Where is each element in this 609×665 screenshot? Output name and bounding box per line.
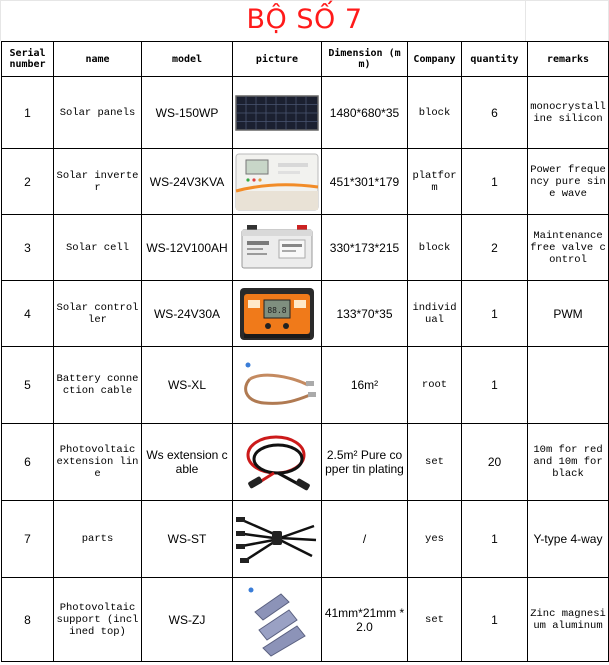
inverter-icon — [234, 151, 320, 213]
cell-quantity: 1 — [462, 347, 528, 424]
cell-serial: 2 — [2, 149, 54, 215]
y-connector-icon — [234, 510, 320, 568]
cell-remarks: Y-type 4-way — [528, 501, 609, 578]
cell-dimension: 41mm*21mm *2.0 — [322, 578, 408, 662]
cell-serial: 5 — [2, 347, 54, 424]
cell-dimension: 16m² — [322, 347, 408, 424]
cell-dimension: 133*70*35 — [322, 281, 408, 347]
svg-text:88.8: 88.8 — [267, 305, 287, 315]
cell-serial: 1 — [2, 77, 54, 149]
cell-remarks: Power frequency pure sine wave — [528, 149, 609, 215]
product-table — [1, 41, 609, 662]
table-row — [2, 77, 609, 149]
cell-quantity: 1 — [462, 578, 528, 662]
cell-name: parts — [54, 501, 142, 578]
cell-name: Photovoltaic extension line — [54, 424, 142, 501]
cell-model: WS-ZJ — [142, 578, 233, 662]
cell-quantity: 1 — [462, 281, 528, 347]
header-remarks: remarks — [528, 42, 609, 77]
cell-name: Battery connection cable — [54, 347, 142, 424]
cell-model: WS-ST — [142, 501, 233, 578]
battery-icon — [239, 223, 315, 273]
cell-model: WS-24V3KVA — [142, 149, 233, 215]
cell-picture — [233, 347, 322, 424]
cell-quantity: 1 — [462, 149, 528, 215]
cell-dimension: 2.5m² Pure copper tin plating — [322, 424, 408, 501]
cell-name: Solar inverter — [54, 149, 142, 215]
cell-company: yes — [408, 501, 462, 578]
header-company: Company — [408, 42, 462, 77]
cell-name: Solar controller — [54, 281, 142, 347]
cell-remarks — [528, 347, 609, 424]
cell-company: block — [408, 215, 462, 281]
cell-company: individual — [408, 281, 462, 347]
cell-serial: 7 — [2, 501, 54, 578]
cell-serial: 3 — [2, 215, 54, 281]
cell-company: set — [408, 578, 462, 662]
cell-name: Photovoltaic support (inclined top) — [54, 578, 142, 662]
header-model: model — [142, 42, 233, 77]
cell-dimension: 451*301*179 — [322, 149, 408, 215]
table-row — [2, 347, 609, 424]
cell-picture — [233, 424, 322, 501]
cell-serial: 8 — [2, 578, 54, 662]
cell-picture — [233, 77, 322, 149]
cell-company: root — [408, 347, 462, 424]
table-row — [2, 424, 609, 501]
charge-controller-icon — [238, 286, 316, 342]
cell-quantity: 20 — [462, 424, 528, 501]
cell-remarks: PWM — [528, 281, 609, 347]
cell-company: set — [408, 424, 462, 501]
table-row — [2, 215, 609, 281]
cell-model: Ws extension cable — [142, 424, 233, 501]
solar-panel-icon — [235, 93, 319, 133]
cell-dimension: / — [322, 501, 408, 578]
cell-remarks: Maintenance free valve control — [528, 215, 609, 281]
cell-model: WS-24V30A — [142, 281, 233, 347]
cell-dimension: 330*173*215 — [322, 215, 408, 281]
cell-quantity: 1 — [462, 501, 528, 578]
page-title: BỘ SỐ 7 — [246, 4, 363, 35]
cell-remarks: monocrystalline silicon — [528, 77, 609, 149]
header-row — [2, 42, 609, 77]
extension-cable-icon — [234, 429, 320, 495]
cell-name: Solar panels — [54, 77, 142, 149]
cell-model: WS-150WP — [142, 77, 233, 149]
table-row — [2, 501, 609, 578]
header-picture: picture — [233, 42, 322, 77]
cell-picture — [233, 149, 322, 215]
cell-picture — [233, 281, 322, 347]
table-row — [2, 149, 609, 215]
cell-model: WS-XL — [142, 347, 233, 424]
cell-serial: 6 — [2, 424, 54, 501]
cell-dimension: 1480*680*35 — [322, 77, 408, 149]
header-dimension: Dimension (mm) — [322, 42, 408, 77]
cell-company: block — [408, 77, 462, 149]
cell-picture — [233, 578, 322, 662]
cell-quantity: 6 — [462, 77, 528, 149]
table-row — [2, 281, 609, 347]
cell-name: Solar cell — [54, 215, 142, 281]
header-serial: Serial number — [2, 42, 54, 77]
cell-picture — [233, 501, 322, 578]
mounting-bracket-icon — [237, 582, 317, 658]
cell-remarks: Zinc magnesium aluminum — [528, 578, 609, 662]
cell-quantity: 2 — [462, 215, 528, 281]
battery-cable-icon — [234, 355, 320, 415]
cell-serial: 4 — [2, 281, 54, 347]
cell-company: platform — [408, 149, 462, 215]
cell-model: WS-12V100AH — [142, 215, 233, 281]
header-quantity: quantity — [462, 42, 528, 77]
table-row — [2, 578, 609, 662]
cell-remarks: 10m for red and 10m for black — [528, 424, 609, 501]
cell-picture — [233, 215, 322, 281]
header-name: name — [54, 42, 142, 77]
